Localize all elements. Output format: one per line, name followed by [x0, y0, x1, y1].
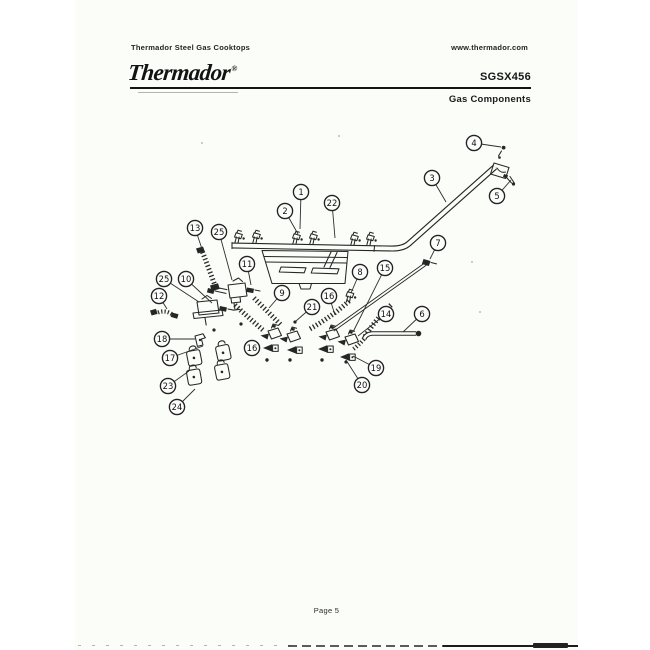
callout-label-1: 1	[298, 187, 304, 197]
callout-label-25: 25	[158, 274, 170, 284]
scan-speck	[471, 261, 473, 263]
callout-label-5: 5	[494, 191, 500, 201]
callout-label-8: 8	[357, 267, 363, 277]
burner-valve-cluster	[261, 324, 359, 361]
section-title: Gas Components	[448, 94, 531, 105]
registered-mark: ®	[230, 64, 238, 73]
brand-wordmark: Thermador	[126, 60, 232, 85]
callout-label-12: 12	[153, 291, 165, 301]
callout-label-17: 17	[164, 353, 176, 363]
callout-label-16: 16	[323, 291, 335, 301]
header-rule-scan-artifact	[138, 92, 238, 93]
thermador-logo	[127, 60, 238, 86]
callout-label-21: 21	[306, 302, 318, 312]
scan-speck	[338, 135, 340, 137]
scan-speck	[479, 311, 481, 313]
callout-label-3: 3	[429, 173, 435, 183]
elbow-fitting-12	[150, 309, 179, 319]
callout-label-9: 9	[279, 288, 285, 298]
pressure-regulator	[491, 146, 516, 186]
callout-label-25: 25	[213, 227, 225, 237]
screws	[212, 320, 347, 363]
manifold-and-supply-tube	[232, 167, 495, 251]
callout-label-15: 15	[379, 263, 391, 273]
scan-edge-blob	[533, 643, 568, 648]
scan-speck	[201, 142, 203, 144]
orifice-spuds	[235, 230, 377, 245]
clamp-18	[195, 334, 205, 347]
burner-base-brackets	[186, 340, 231, 385]
flex-hose-13	[196, 247, 227, 292]
diagram-artwork	[150, 146, 515, 386]
model-number: SGSX456	[479, 71, 531, 83]
header-rule	[130, 87, 531, 89]
callout-label-2: 2	[282, 206, 288, 216]
callout-label-13: 13	[189, 223, 201, 233]
callout-label-10: 10	[180, 274, 192, 284]
callout-label-16: 16	[246, 343, 258, 353]
manifold-bracket	[262, 251, 348, 290]
callout-label-4: 4	[471, 138, 477, 148]
scan-edge-dashes	[288, 645, 453, 647]
callout-label-18: 18	[156, 334, 168, 344]
gas-components-diagram	[140, 130, 535, 425]
callout-label-14: 14	[380, 309, 392, 319]
callout-label-11: 11	[241, 259, 253, 269]
website-url: www.thermador.com	[451, 43, 528, 52]
callout-label-6: 6	[419, 309, 425, 319]
callout-leader-lines	[156, 143, 511, 407]
callout-label-23: 23	[162, 381, 174, 391]
callout-label-22: 22	[326, 198, 338, 208]
scan-bottom-edge	[78, 643, 578, 648]
callout-label-24: 24	[171, 402, 183, 412]
callout-label-19: 19	[370, 363, 382, 373]
callout-label-7: 7	[435, 238, 441, 248]
document-title: Thermador Steel Gas Cooktops	[131, 43, 251, 52]
callout-label-20: 20	[356, 380, 368, 390]
scan-edge-faint	[78, 645, 303, 646]
valve-assembly-10	[193, 296, 234, 326]
pipe-6	[352, 331, 421, 350]
page-number: Page 5	[313, 606, 340, 615]
callout-bubbles	[151, 135, 504, 414]
